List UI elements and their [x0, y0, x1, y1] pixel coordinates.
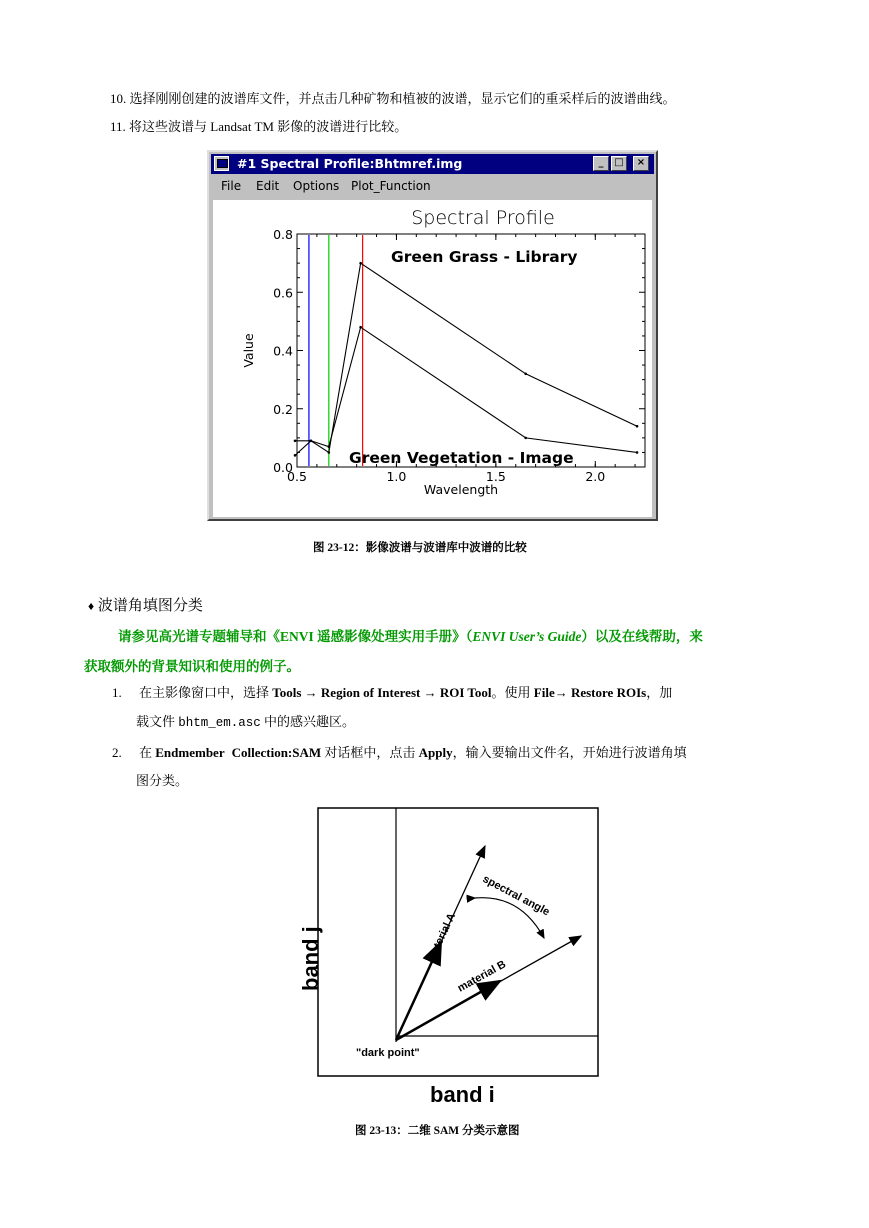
window-titlebar[interactable]: [211, 154, 654, 174]
x-tick-label: 1.0: [386, 469, 407, 484]
menu-plot-function[interactable]: Plot_Function: [351, 179, 431, 193]
maximize-button[interactable]: □: [611, 156, 627, 171]
step-2: 2. 在 Endmember Collection:SAM 对话框中，点击 Apply，输入要输出文件名，开始进行波谱角填: [112, 745, 687, 760]
step-1-line2: 载文件 bhtm_em.asc 中的感兴趣区。: [136, 714, 356, 730]
label-band-j: band j: [298, 926, 323, 991]
step-2-line2: 图分类。: [136, 773, 189, 788]
arrow-right-icon: →: [554, 685, 568, 700]
label-material-b: material B: [455, 958, 508, 995]
spectral-profile-window: [207, 150, 658, 521]
menu-options[interactable]: Options: [293, 179, 340, 193]
section-heading: ♦ 波谱角填图分类: [88, 598, 203, 614]
x-tick-label: 2.0: [585, 469, 606, 484]
series-point-0: [524, 373, 527, 376]
sam-diagram-svg: [292, 806, 602, 1108]
step-11: 11. 将这些波谱与 Landsat TM 影像的波谱进行比较。: [110, 119, 408, 134]
label-dark-point: "dark point": [356, 1047, 420, 1059]
y-tick-label: 0.6: [273, 285, 293, 301]
label-spectral-angle: spectral angle: [480, 873, 552, 919]
spectral-profile-chart: [213, 200, 652, 517]
window-system-icon[interactable]: [214, 156, 229, 171]
series-point-1: [636, 451, 639, 454]
annotation-library: Green Grass - Library: [391, 248, 578, 266]
series-point-1: [524, 437, 527, 440]
menu-edit[interactable]: Edit: [256, 179, 280, 193]
y-axis-label: Value: [241, 333, 256, 368]
series-point-1: [359, 326, 362, 329]
series-point-0: [636, 425, 639, 428]
y-tick-label: 0.0: [273, 460, 293, 475]
step-1: 1. 在主影像窗口中，选择 Tools → Region of Interest → ROI Tool。使用 File→ Restore ROIs，加: [112, 685, 673, 700]
arrow-right-icon: →: [304, 685, 318, 700]
series-line-0: [295, 263, 637, 455]
chart-title: Spectral Profile: [411, 207, 555, 229]
window-title: #1 Spectral Profile:Bhtmref.img: [237, 156, 463, 171]
diamond-bullet-icon: ♦: [88, 599, 95, 613]
series-point-0: [294, 454, 297, 457]
x-tick-label: 0.5: [287, 469, 307, 484]
close-button[interactable]: ×: [633, 156, 649, 171]
figure-caption-23-12: 图 23-12：影像波谱与波谱库中波谱的比较: [313, 542, 527, 554]
plot-area: [213, 200, 652, 517]
menu-file[interactable]: File: [221, 179, 242, 193]
series-point-0: [359, 262, 362, 265]
series-point-1: [294, 439, 297, 442]
series-point-0: [328, 451, 331, 454]
plot-frame: [297, 234, 645, 467]
vector-b: [396, 981, 500, 1040]
annotation-image: Green Vegetation - Image: [349, 449, 574, 467]
y-tick-label: 0.8: [273, 227, 293, 242]
reference-note-line2: 获取额外的背景知识和使用的例子。: [84, 659, 300, 674]
minimize-button[interactable]: _: [593, 156, 609, 171]
y-tick-label: 0.4: [273, 343, 293, 359]
label-material-a: material A: [424, 911, 459, 965]
y-tick-label: 0.2: [273, 401, 293, 417]
x-axis-label: Wavelength: [423, 482, 499, 497]
step-10: 10. 选择刚刚创建的波谱库文件，并点击几种矿物和植被的波谱，显示它们的重采样后的波谱曲线。: [110, 91, 676, 106]
series-point-1: [310, 439, 313, 442]
sam-diagram: [292, 806, 602, 1108]
reference-note: 请参见高光谱专题辅导和《ENVI 遥感影像处理实用手册》（ENVI User’s Guide）以及在线帮助，来: [118, 629, 703, 644]
label-band-i: band i: [430, 1082, 495, 1107]
series-point-1: [328, 445, 331, 448]
filename: bhtm_em.asc: [178, 716, 261, 730]
arrow-right-icon: →: [423, 685, 437, 700]
figure-caption-23-13: 图 23-13：二维 SAM 分类示意图: [355, 1125, 520, 1137]
x-tick-label: 1.5: [485, 469, 506, 484]
